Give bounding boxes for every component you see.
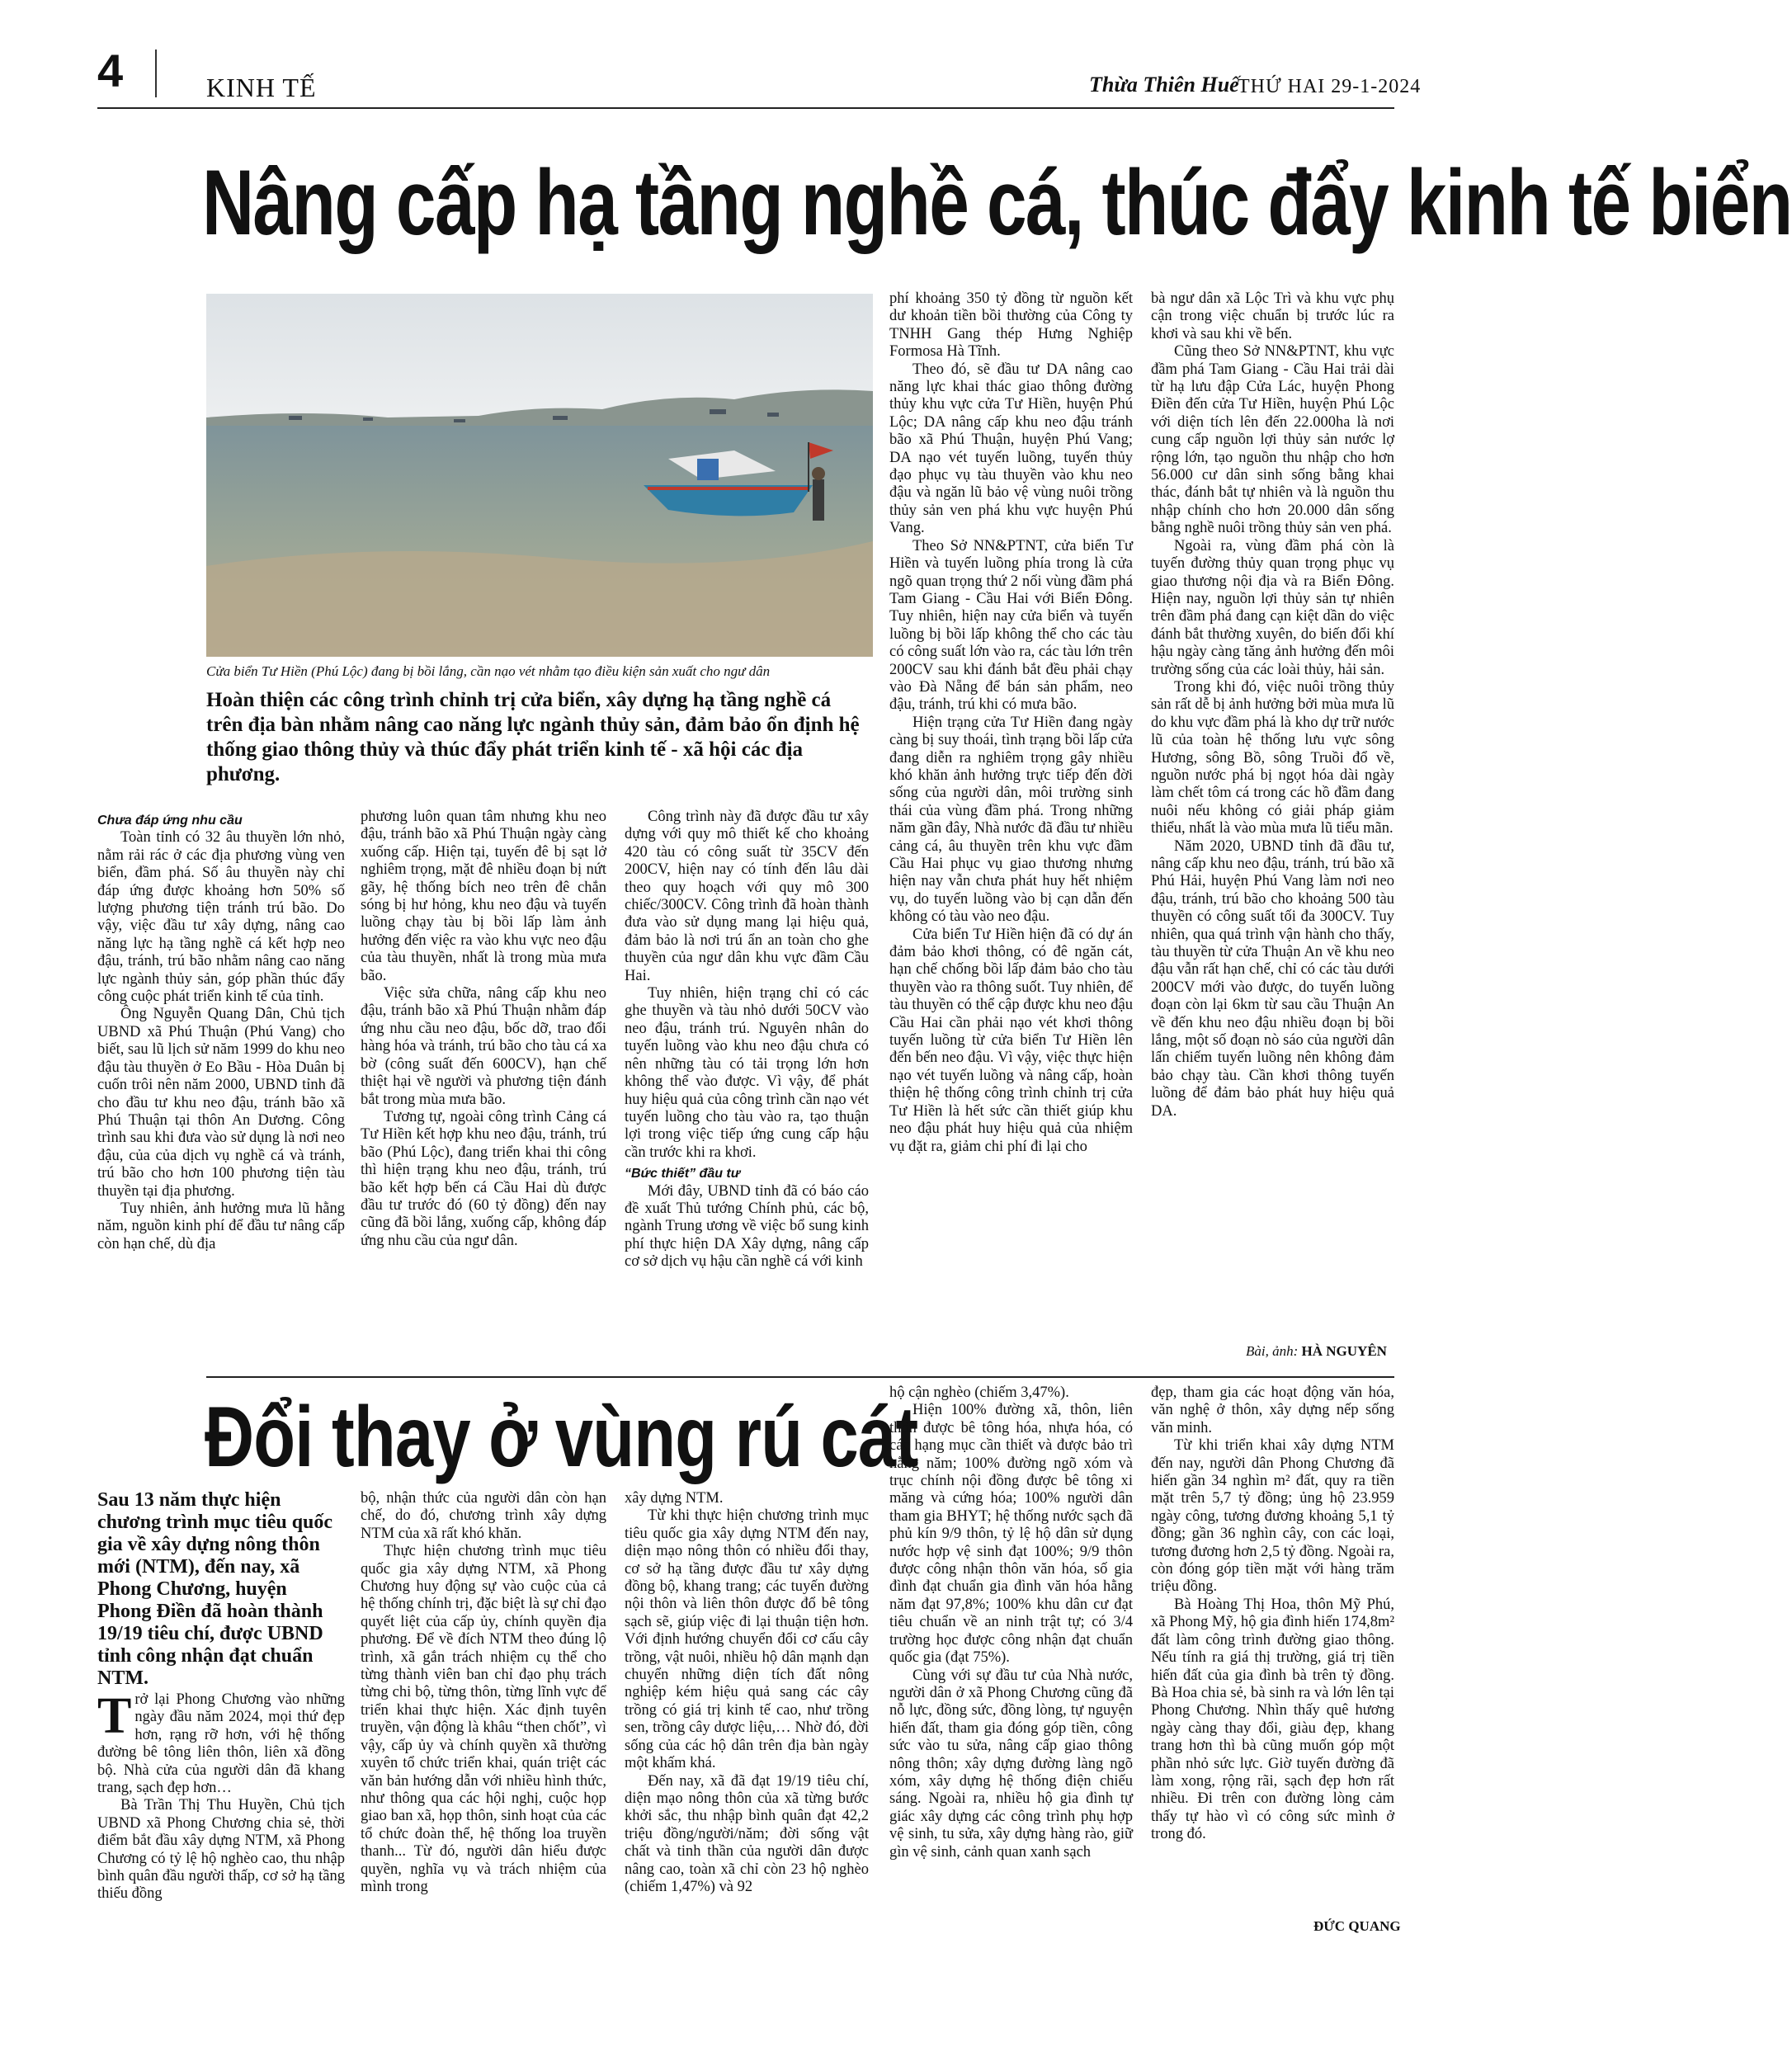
article2-column-3 — [625, 1490, 869, 1896]
issue-date: THỨ HAI 29-1-2024 — [1238, 76, 1422, 97]
header-divider — [155, 50, 157, 97]
article2-byline: ĐỨC QUANG — [1313, 1918, 1401, 1934]
page-number: 4 — [97, 45, 124, 97]
byline-label: Bài, ảnh: — [1246, 1343, 1299, 1359]
article1-headline: Nâng cấp hạ tầng nghề cá, thúc đẩy kinh tế biển — [202, 151, 1792, 254]
article1-column-4 — [889, 290, 1133, 1156]
sea-boat-illustration — [206, 294, 873, 657]
paragraph: Tương tự, ngoài công trình Cảng cá Tư Hiền kết hợp khu neo đậu, tránh, trú bão (Phú Lộc), đang triển khai thi công thì hiện trạng khu neo đậu, tránh, trú bão kết hợp bến cá Cầu Hai dù được đầu tư trước đó (60 tỷ đồng) đến nay cũng đã bồi lắng, xuống cấp, không đáp ứng nhu cầu của ngư dân. — [361, 1108, 606, 1249]
paragraph: Từ khi thực hiện chương trình mục tiêu quốc gia xây dựng NTM đến nay, diện mạo nông thôn có nhiều đổi thay, cơ sở hạ tầng được đầu tư xây dựng đồng bộ, khang trang; các tuyến đường nội thôn và liên thôn được đổ bê tông sạch sẽ, giúp việc đi lại thuận tiện hơn. Với định hướng chuyển đổi cơ cấu cây trồng, vật nuôi, nhiều hộ dân mạnh dạn chuyển những diện tích đất nông nghiệp kém hiệu quả sang các cây trồng có giá trị kinh tế cao, như trồng sen, trồng cây dược liệu,… Nhờ đó, đời sống của các hộ dân trên địa bàn ngày một khấm khá. — [625, 1507, 869, 1772]
article2-headline: Đổi thay ở vùng rú cát — [205, 1389, 918, 1485]
paragraph: bà ngư dân xã Lộc Trì và khu vực phụ cận trong việc chuẩn bị trước lúc ra khơi và sau khi về bến. — [1151, 290, 1394, 342]
paragraph: Toàn tỉnh có 32 âu thuyền lớn nhỏ, nằm rải rác ở các địa phương vùng ven biển, đầm phá. Số âu thuyền này chỉ đáp ứng được khoảng hơn 50% số lượng phương tiện tránh trú bão. Do vậy, việc đầu tư xây dựng, nâng cao năng lực hạ tầng nghề cá kết hợp neo đậu, tránh, trú bão nhằm nâng cao năng lực ngành thủy sản, góp phần thúc đẩy công cuộc phát triển kinh tế của tỉnh. — [97, 829, 345, 1006]
article1-sapo: Hoàn thiện các công trình chỉnh trị cửa biển, xây dựng hạ tầng nghề cá trên địa bàn nhằm nâng cao năng lực ngành thủy sản, đảm bảo ổn định hệ thống giao thông thủy và thúc đẩy phát triển kinh tế - xã hội các địa phương. — [206, 689, 860, 785]
byline-name: HÀ NGUYÊN — [1301, 1343, 1387, 1359]
paragraph: bộ, nhận thức của người dân còn hạn chế, do đó, chương trình xây dựng NTM của xã rất khó khăn. — [361, 1490, 606, 1542]
paragraph: Theo Sở NN&PTNT, cửa biển Tư Hiền và tuyến luồng phía trong là cửa ngõ quan trọng thứ 2 nối vùng đầm phá Tam Giang - Cầu Hai với Biển Đông. Tuy nhiên, hiện nay cửa biển và tuyến luồng bị bồi lấp không thể cho các tàu có công suất lớn vào ra, các tàu lớn trên 200CV sau khi đánh bắt đều phải chạy vào Đà Nẵng để bán sản phẩm, neo đậu, tránh, trú khi có mưa bão. — [889, 537, 1133, 714]
article2-sapo: Sau 13 năm thực hiện chương trình mục tiêu quốc gia về xây dựng nông thôn mới (NTM), đến nay, xã Phong Chương, huyện Phong Điền đã hoàn thành 19/19 tiêu chí, được UBND tỉnh công nhận đạt chuẩn NTM. — [97, 1489, 333, 1689]
paragraph: Cùng với sự đầu tư của Nhà nước, người dân ở xã Phong Chương cũng đã nỗ lực, đồng sức, đồng lòng, tự nguyện hiến đất, tham gia đóng góp tiền, công sức vào tu sửa, nâng cấp giao thông nông thôn; xây dựng đường làng ngõ xóm, xây dựng hệ thống điện chiếu sáng. Ngoài ra, nhiều hộ gia đình tự giác xây dựng các công trình phụ hợp vệ sinh, tu sửa, xây dựng hàng rào, giữ gìn vệ sinh, cảnh quan xanh sạch — [889, 1667, 1133, 1861]
paragraph: Cửa biển Tư Hiền hiện đã có dự án đảm bảo khơi thông, có đê ngăn cát, hạn chế chống bồi lấp đảm bảo cho tàu thuyền vào ra thông suốt. Tuy nhiên, để tàu thuyền có thể cập được khu neo đậu Cầu Hai cần phải nạo vét khơi thông tuyến luồng từ cửa biển Tư Hiền lên đến bến neo đậu. Vì vậy, việc thực hiện nạo vét tuyến luồng và nâng cấp, hoàn thiện hệ thống công trình chỉnh trị cửa Tư Hiền là hết sức cần thiết giúp khu neo đậu phát huy hiệu quả của nhiệm vụ đặt ra, giảm chi phí đi lại cho — [889, 926, 1133, 1155]
paragraph: Ngoài ra, vùng đầm phá còn là tuyến đường thủy quan trọng phục vụ giao thương nội địa và ra Biển Đông. Hiện nay, nguồn lợi thủy sản tự nhiên trên đầm phá đang cạn kiệt dần do việc đánh bắt thường xuyên, do biến đổi khí hậu ngày càng tăng ảnh hưởng đến môi trường sống của các loài thủy, hải sản. — [1151, 537, 1394, 678]
paragraph: Năm 2020, UBND tỉnh đã đầu tư, nâng cấp khu neo đậu, tránh, trú bão xã Phú Hải, huyện Phú Vang làm nơi neo đậu, tránh, trú bão cho khoảng 500 tàu thuyền có công suất tối đa 300CV. Tuy nhiên, qua quá trình vận hành cho thấy, tàu thuyền từ cửa Thuận An về khu neo đậu vẫn rất hạn chế, chỉ có các tàu dưới 200CV mới vào được, do tuyến luồng đoạn còn lại 6km từ sau cầu Thuận An về đến khu neo đậu nhiều đoạn bị bồi lắng, một số đoạn nò sáo của người dân lấn chiếm tuyến luồng nên không đảm bảo chạy tàu. Cần khơi thông tuyến luồng để đảm bảo phát huy hiệu quả DA. — [1151, 837, 1394, 1120]
article1-column-1 — [97, 809, 345, 1253]
paragraph: Tuy nhiên, ảnh hưởng mưa lũ hằng năm, nguồn kinh phí để đầu tư nâng cấp còn hạn chế, dù địa — [97, 1200, 345, 1252]
article1-column-2 — [361, 809, 606, 1250]
paragraph: xây dựng NTM. — [625, 1490, 724, 1507]
paragraph: Thực hiện chương trình mục tiêu quốc gia xây dựng NTM, xã Phong Chương huy động sự vào cuộc của cả hệ thống chính trị, đặc biệt là sự chỉ đạo quyết liệt của cấp ủy, chính quyền địa phương. Để về đích NTM theo đúng lộ trình, xã gắn trách nhiệm cụ thể cho từng thành viên ban chỉ đạo phụ trách từng chi bộ, từng thôn, từng lĩnh vực để triển khai thực hiện. Xác định tuyên truyền, vận động là khâu “then chốt”, vì vậy, cấp ủy và chính quyền xã thường xuyên tổ chức triển khai, quán triệt các văn bản hướng dẫn với nhiều hình thức, như thông qua các hội nghị, cuộc họp giao ban xã, họp thôn, sinh hoạt của các tổ chức đoàn thể, hệ thống loa truyền thanh... Từ đó, người dân hiểu được quyền, nghĩa vụ và trách nhiệm của mình trong — [361, 1543, 606, 1895]
article-divider — [206, 1376, 1394, 1378]
newspaper-name: Thừa Thiên Huế — [1089, 73, 1239, 97]
paragraph: Hiện 100% đường xã, thôn, liên thôn được bê tông hóa, nhựa hóa, có các hạng mục cần thiết và được bảo trì hằng năm; 100% đường ngõ xóm và trục chính nội đồng được bê tông xi măng và cứng hóa; 100% người dân tham gia BHYT; hệ thống nước sạch đã phủ kín 9/9 thôn, tỷ lệ hộ dân sử dụng nước hợp vệ sinh đạt 100%; 9/9 thôn được công nhận thôn văn hóa, số gia đình đạt chuẩn gia đình văn hóa hằng năm đạt 97,8%; 100% khu dân cư đạt tiêu chuẩn về an ninh trật tự; có 3/4 trường học được công nhận đạt chuẩn quốc gia (đạt 75%). — [889, 1402, 1133, 1667]
paragraph: Hiện trạng cửa Tư Hiền đang ngày càng bị suy thoái, tình trạng bồi lấp cửa đang diễn ra nghiêm trọng gây nhiều khó khăn ảnh hưởng trực tiếp đến đời sống của người dân, môi trường sinh thái của vùng đầm phá. Trong những năm gần đây, Nhà nước đã đầu tư nhiều cảng cá, âu thuyền trên khu vực đầm Cầu Hai phục vụ giao thương nhưng hiện nay vẫn chưa phát huy hết nhiệm vụ, do tuyến luồng vào bị cạn dẫn đến không có tàu vào neo đậu. — [889, 714, 1133, 926]
article1-byline — [1246, 1343, 1387, 1360]
drop-cap: T — [97, 1688, 132, 1744]
article1-subhead-2: “Bức thiết” đầu tư — [625, 1167, 741, 1182]
paragraph: Trong khi đó, việc nuôi trồng thủy sản rất dễ bị ảnh hưởng bởi mùa mưa lũ do khu vực đầm phá là kho dự trữ nước lũ của toàn hệ thống lưu vực sông Hương, sông Bồ, sông Truồi đổ về, nguồn nước phá bị ngọt hóa dài ngày làm chết tôm cá trong các hồ đầm đang nuôi nếu không có giải pháp giảm thiểu, nhất là vào mùa mưa lũ tiểu mãn. — [1151, 678, 1394, 837]
article2-column-1 — [97, 1688, 345, 1903]
paragraph: đẹp, tham gia các hoạt động văn hóa, văn nghệ ở thôn, xây dựng nếp sống văn minh. — [1151, 1384, 1394, 1436]
paragraph: Bà Trần Thị Thu Huyền, Chủ tịch UBND xã Phong Chương chia sẻ, thời điểm bắt đầu xây dựng NTM, xã Phong Chương có tỷ lệ hộ nghèo cao, thu nhập bình quân đầu người thấp, cơ sở hạ tầng thiếu đồng — [97, 1797, 345, 1903]
section-label: KINH TẾ — [206, 73, 317, 102]
paragraph: Việc sửa chữa, nâng cấp khu neo đậu, tránh bão xã Phú Thuận nhằm đáp ứng nhu cầu neo đậu, bốc dỡ, trao đổi hàng hóa và tránh, trú bão cho tàu cá xa bờ (công suất đến 600CV), hạn chế thiệt hại về người và phương tiện đánh bắt trong mùa mưa bão. — [361, 985, 606, 1108]
paragraph: Tuy nhiên, hiện trạng chỉ có các ghe thuyền và tàu nhỏ dưới 50CV vào neo đậu, tránh trú. Nguyên nhân do tuyến luồng vào khu neo đậu chưa có nên những tàu có tải trọng lớn hơn không thể vào được. Vì vậy, để phát huy hiệu quả của công trình cần nạo vét tuyến luồng cho tàu vào ra, tạo thuận lợi trong việc tiếp ứng cung cấp hậu cần trước khi ra khơi. — [625, 985, 869, 1161]
paragraph: Cũng theo Sở NN&PTNT, khu vực đầm phá Tam Giang - Cầu Hai trải dài từ hạ lưu đập Cửa Lác, huyện Phong Điền đến cửa Tư Hiền, huyện Phú Lộc với diện tích lên đến 22.000ha là nơi cung cấp nguồn lợi thủy sản nước lợ rộng lớn, tạo nguồn thu nhập cho hơn 56.000 cư dân sinh sống bằng khai thác, đánh bắt tự nhiên và là nguồn thu nhập chính cho hơn 20.000 dân sống bằng nghề nuôi trồng thủy sản ven phá. — [1151, 343, 1394, 537]
paragraph: Ông Nguyễn Quang Dân, Chủ tịch UBND xã Phú Thuận (Phú Vang) cho biết, sau lũ lịch sử năm 1999 do khu neo đậu tàu thuyền ở Eo Bầu - Hòa Duân bị cuốn trôi nên năm 2000, UBND tỉnh đã cho đầu tư khu neo đậu, tránh bão xã Phú Thuận tại thôn An Dương. Công trình sau khi đưa vào sử dụng là nơi neo đậu, của của dịch vụ nghề cá và tránh, trú bão cho hơn 100 phương tiện tàu thuyền tại địa phương. — [97, 1006, 345, 1200]
photo-caption: Cửa biển Tư Hiền (Phú Lộc) đang bị bồi lắng, cần nạo vét nhằm tạo điều kiện sản xuất cho ngư dân — [206, 663, 771, 679]
article1-subhead-1: Chưa đáp ứng nhu cầu — [97, 814, 243, 828]
paragraph: Mới đây, UBND tỉnh đã có báo cáo đề xuất Thủ tướng Chính phủ, các bộ, ngành Trung ương về việc bổ sung kinh phí thực hiện DA Xây dựng, nâng cấp cơ sở dịch vụ hậu cần nghề cá với kinh — [625, 1182, 869, 1271]
article2-column-5 — [1151, 1384, 1394, 1844]
paragraph: Từ khi triển khai xây dựng NTM đến nay, người dân Phong Chương đã hiến gần 34 nghìn m² đất, quy ra tiền mặt trên 5,7 tỷ đồng; ủng hộ 23.959 ngày công, tương đương khoảng 5,1 tỷ đồng; gần 36 nghìn cây, con các loại, tương đương hơn 2,5 tỷ đồng. Ngoài ra, còn đóng góp tiền mặt với hàng trăm triệu đồng. — [1151, 1437, 1395, 1596]
paragraph: Công trình này đã được đầu tư xây dựng với quy mô thiết kế cho khoảng 420 tàu có công suất từ 35CV đến 200CV, hiện nay có tính đến lâu dài theo quy hoạch với quy mô 300 chiếc/300CV. Công trình đã hoàn thành đưa vào sử dụng mang lại hiệu quả, đảm bảo là nơi trú ẩn an toàn cho ghe thuyền của ngư dân khu vực đầm Cầu Hai. — [625, 809, 869, 984]
article2-column-4 — [889, 1384, 1133, 1861]
paragraph: phương luôn quan tâm nhưng khu neo đậu, tránh bão xã Phú Thuận ngày càng xuống cấp. Hiện tại, tuyến đê bị sạt lở nghiêm trọng, mặt đê nhiều đoạn bị nứt gãy, hệ thống bích neo trên đê chắn sóng bị hư hỏng, khu neo đậu và tuyến luồng chạy tàu bị bồi lấp làm ảnh hưởng đến việc ra vào khu vực neo đậu của tàu thuyền, nhất là trong mùa mưa bão. — [361, 809, 606, 984]
header-rule — [97, 107, 1394, 109]
article2-column-2 — [361, 1490, 606, 1896]
article1-column-3 — [625, 809, 869, 1271]
paragraph: Bà Hoàng Thị Hoa, thôn Mỹ Phú, xã Phong Mỹ, hộ gia đình hiến 174,8m² đất làm công trình đường giao thông. Nếu tính ra giá thị trường, giá trị tiền hiến đất của gia đình bà trên tỷ đồng. Bà Hoa chia sẻ, bà sinh ra và lớn lên tại Phong Chương. Nhìn thấy quê hương ngày càng thay đổi, giàu đẹp, khang trang hơn thì bà cũng muốn góp một phần nhỏ sức lực. Giờ tuyến đường đã làm xong, rộng rãi, sạch đẹp hơn rất nhiều. Đi trên con đường lòng cảm thấy tự hào vì có công sức mình ở trong đó. — [1151, 1596, 1394, 1843]
paragraph: hộ cận nghèo (chiếm 3,47%). — [889, 1384, 1069, 1401]
article1-column-5 — [1151, 290, 1394, 1120]
article1-photo — [206, 294, 873, 657]
paragraph: Đến nay, xã đã đạt 19/19 tiêu chí, diện mạo nông thôn của xã từng bước khởi sắc, thu nhập bình quân đạt 42,2 triệu đồng/người/năm; đời sống vật chất và tinh thần của người dân được nâng cao, toàn xã chỉ còn 23 hộ nghèo (chiếm 1,47%) và 92 — [625, 1772, 869, 1895]
lead-text: rở lại Phong Chương vào những ngày đầu năm 2024, mọi thứ đẹp hơn, rạng rỡ hơn, với hệ thống đường bê tông liên thôn, liên xã đồng bộ. Nhà cửa của người dân đã khang trang, sạch đẹp hơn… — [97, 1691, 345, 1797]
paragraph: phí khoảng 350 tỷ đồng từ nguồn kết dư khoản tiền bồi thường của Công ty TNHH Gang thép Hưng Nghiệp Formosa Hà Tĩnh. — [889, 290, 1133, 361]
paragraph — [97, 1688, 345, 1797]
paragraph: Theo đó, sẽ đầu tư DA nâng cao năng lực khai thác giao thông đường thủy khu vực cửa Tư Hiền, huyện Phú Lộc; DA nâng cấp khu neo đậu tránh bão xã Phú Thuận, huyện Phú Vang; DA nạo vét tuyến luồng, tuyến thủy đạo phục vụ tàu thuyền vào khu neo đậu và ngăn lũ bảo vệ vùng nuôi trồng thủy sản ven phá khu vực huyện Phú Vang. — [889, 361, 1133, 537]
